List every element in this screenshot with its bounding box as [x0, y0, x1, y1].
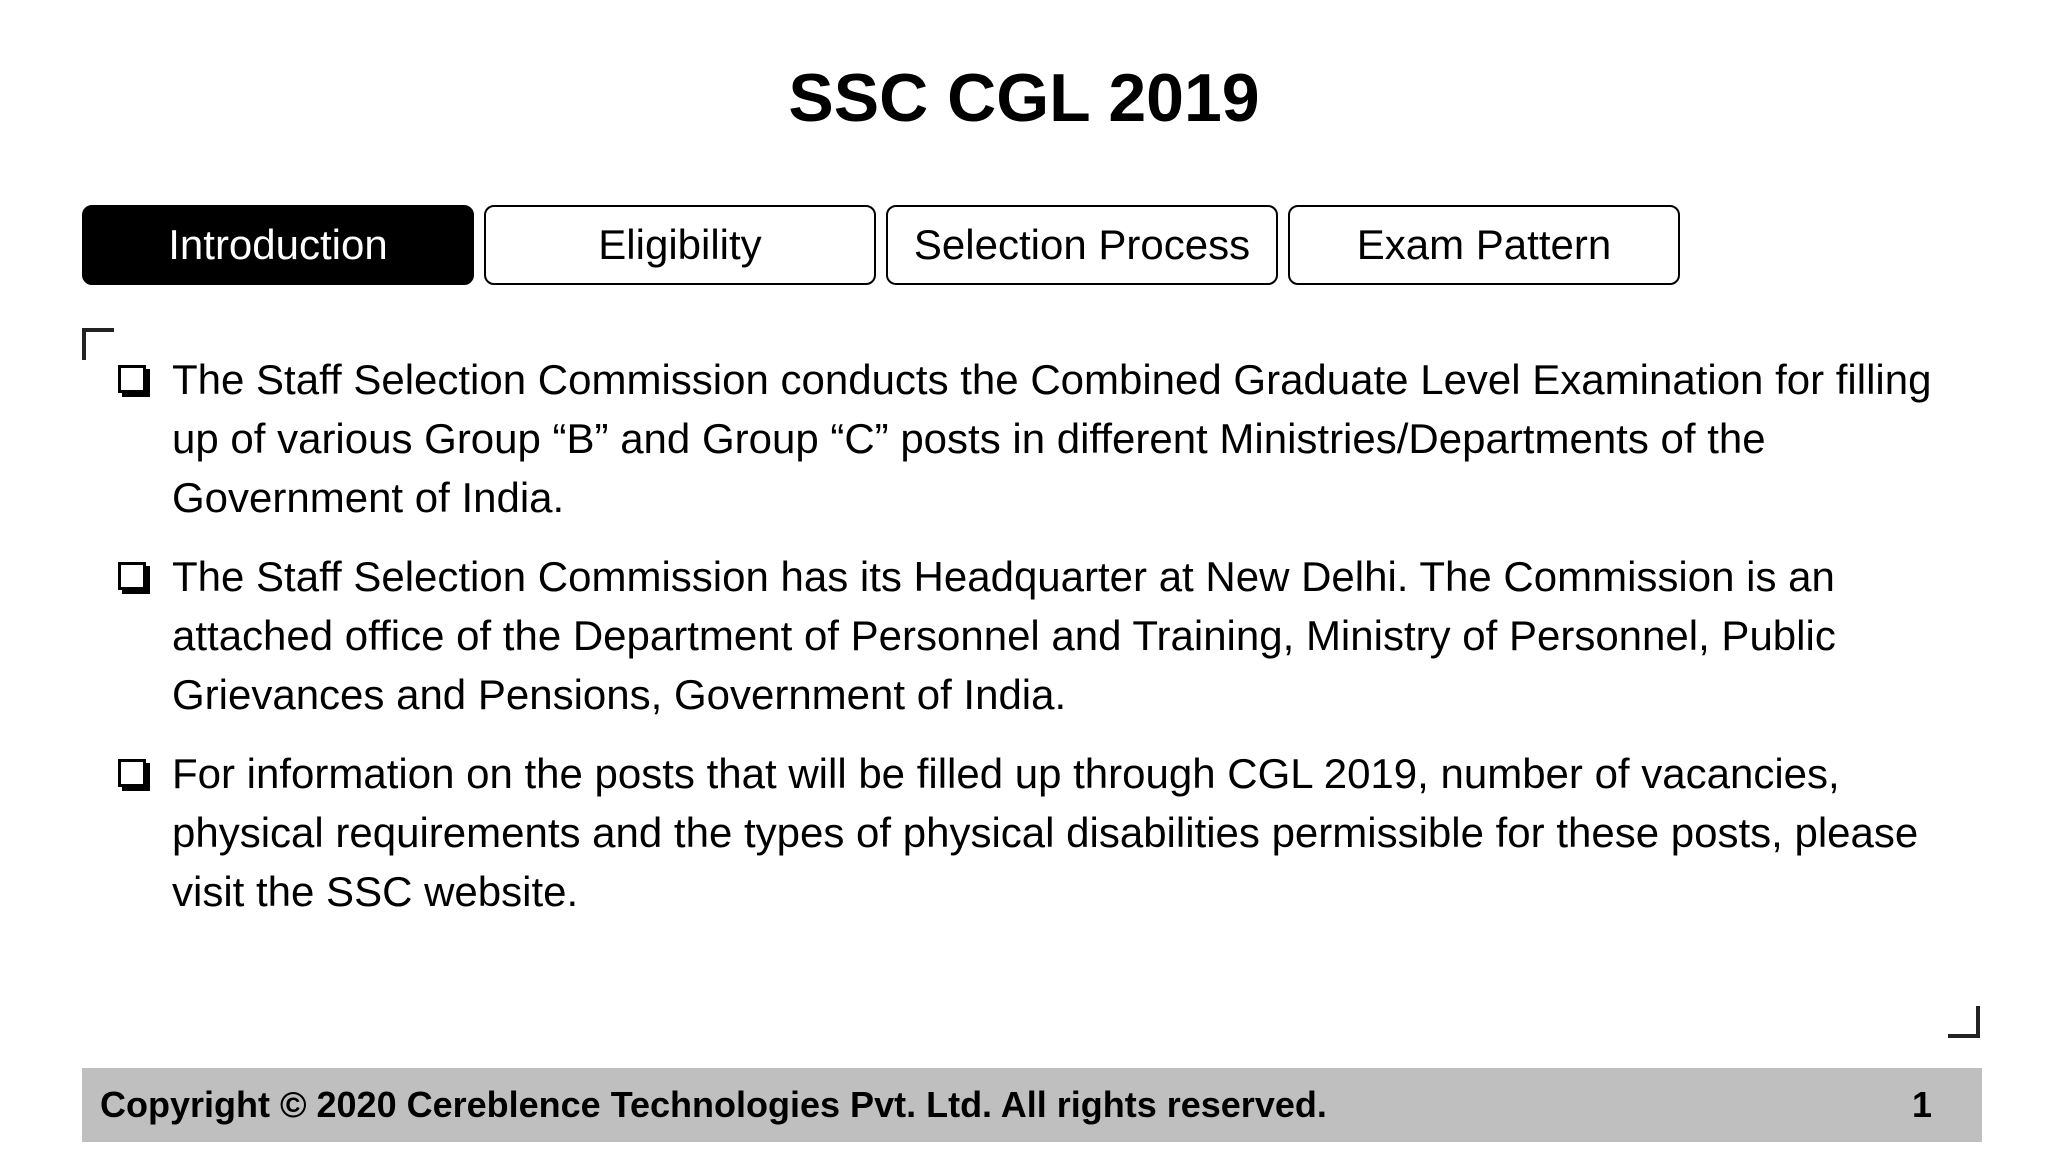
list-item-text: The Staff Selection Commission has its Headquarter at New Delhi. The Commission is an attached office of the Department of Personnel and Training, Ministry of Personnel, Public Grievances and Pensions, Government of India.	[172, 553, 1836, 718]
copyright-text: Copyright © 2020 Cereblence Technologies Pvt. Ltd. All rights reserved.	[100, 1084, 1327, 1125]
page-title: SSC CGL 2019	[788, 60, 1260, 136]
footer-bar	[82, 1068, 1982, 1142]
checkbox-icon	[118, 562, 146, 590]
checkbox-icon	[118, 365, 146, 393]
corner-top-left-decoration	[82, 328, 114, 360]
list-item	[112, 744, 1962, 921]
bullet-list	[112, 350, 1962, 941]
list-item	[112, 350, 1962, 527]
corner-bottom-right-decoration	[1948, 1006, 1980, 1038]
tab-exam-pattern[interactable]: Exam Pattern	[1288, 205, 1680, 285]
list-item	[112, 547, 1962, 724]
tab-introduction[interactable]: Introduction	[82, 205, 474, 285]
list-item-text: For information on the posts that will be filled up through CGL 2019, number of vacancies, physical requirements and the types of physical disabilities permissible for these posts, please visit the SSC website.	[172, 750, 1919, 915]
list-item-text: The Staff Selection Commission conducts the Combined Graduate Level Examination for filling up of various Group “B” and Group “C” posts in different Ministries/Departments of the Government of India.	[172, 356, 1932, 521]
checkbox-icon	[118, 759, 146, 787]
tab-eligibility[interactable]: Eligibility	[484, 205, 876, 285]
page-number: 1	[1911, 1084, 1932, 1125]
tab-selection-process[interactable]: Selection Process	[886, 205, 1278, 285]
